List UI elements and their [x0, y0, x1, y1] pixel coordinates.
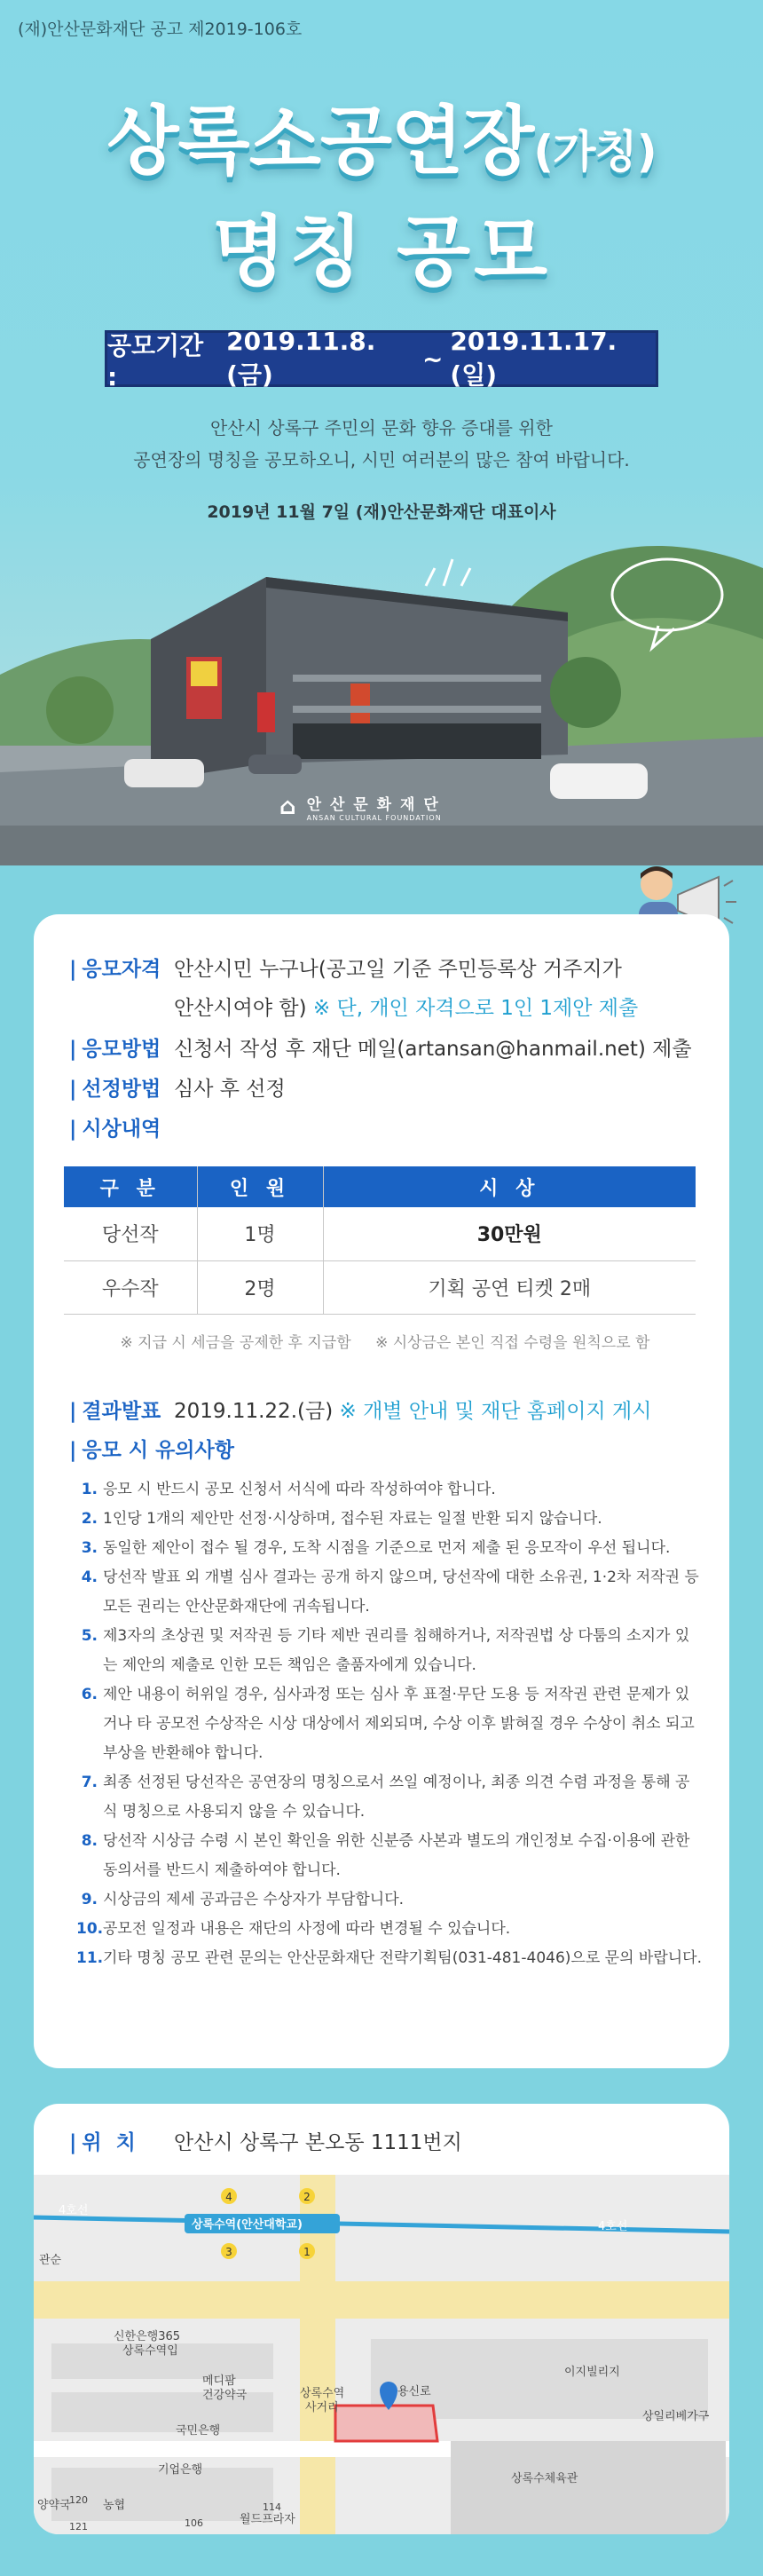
list-item: 제안 내용이 허위일 경우, 심사과정 또는 심사 후 표절·무단 도용 등 저작권 관련 문제가 있거나 타 공모전 수상작은 시상 대상에서 제외되며, 수상 이후 밝혀질 경우 수상이 취소 되고 부상을 반환해야 합니다. [103, 1686, 695, 1762]
page-title [0, 82, 763, 189]
list-item: 동일한 제안이 접수 될 경우, 도착 시점을 기준으로 먼저 제출 된 응모작이 우선 됩니다. [103, 1539, 671, 1557]
list-item: 당선작 발표 외 개별 심사 결과는 공개 하지 않으며, 당선작에 대한 소유권, 1·2차 저작권 등 모든 권리는 안산문화재단에 귀속됩니다. [103, 1569, 699, 1616]
map-exit-1: 1 [303, 2246, 311, 2258]
location-label: | 위 치 [69, 2123, 174, 2162]
period-separator: ~ [421, 344, 444, 374]
map-label: 114 [263, 2501, 281, 2513]
map-label: 상일리베가구 [642, 2410, 710, 2423]
caution-row [69, 1431, 234, 1470]
map-label: 106 [185, 2517, 203, 2529]
notice-number: (재)안산문화재단 공고 제2019-106호 [18, 20, 303, 39]
map-exit-3: 3 [225, 2246, 232, 2258]
map-label: 120 [69, 2494, 88, 2506]
main-info-card [34, 914, 729, 2068]
list-item: 제3자의 초상권 및 저작권 등 기타 제반 권리를 침해하거나, 저작권법 상 다툼의 소지가 있는 제안의 제출로 인한 모든 책임은 출품자에게 있습니다. [103, 1627, 690, 1674]
prize-cell: 2명 [197, 1260, 323, 1314]
map-label: 월드프라자 [240, 2513, 295, 2526]
map-label: 상록수역 [300, 2387, 345, 2400]
period-label: 공모기간 : [107, 330, 204, 391]
prize-cell: 30만원 [323, 1207, 696, 1260]
prize-cell: 우수작 [64, 1260, 197, 1314]
result-date: 2019.11.22.(금) [174, 1400, 334, 1423]
caution-label: | 응모 시 유의사항 [69, 1431, 234, 1470]
eligibility-row [69, 950, 638, 1028]
selection-row [69, 1070, 286, 1109]
prize-cell: 당선작 [64, 1207, 197, 1260]
list-item: 공모전 일정과 내용은 재단의 사정에 따라 변경될 수 있습니다. [103, 1920, 511, 1938]
method-label: | 응모방법 [69, 1030, 174, 1069]
map-label: 상록수역입 [122, 2344, 178, 2358]
result-note: ※ 개별 안내 및 재단 홈페이지 게시 [339, 1400, 652, 1423]
list-item: 기타 명칭 공모 관련 문의는 안산문화재단 전략기획팀(031-481-4046)으로 문의 바랍니다. [103, 1949, 702, 1967]
map-label: 양약국 [37, 2499, 71, 2512]
map-label: 농협 [103, 2499, 126, 2512]
list-item: 최종 선정된 당선작은 공연장의 명칭으로서 쓰일 예정이나, 최종 의견 수렴 과정을 통해 공식 명칭으로 사용되지 않을 수 있습니다. [103, 1774, 690, 1821]
dateline: 2019년 11월 7일 (재)안산문화재단 대표이사 [207, 502, 556, 522]
map-label: 4호선 [59, 2204, 89, 2217]
map-label: 상록수역(안산대학교) [192, 2218, 303, 2232]
period-end: 2019.11.17.(일) [450, 326, 617, 390]
list-item: 당선작 시상금 수령 시 본인 확인을 위한 신분증 사본과 별도의 개인정보 수집·이용에 관한 동의서를 반드시 제출하여야 합니다. [103, 1832, 690, 1879]
map-label: 용신로 [397, 2385, 431, 2398]
prize-table [64, 1166, 696, 1315]
intro-line-1: 안산시 상록구 주민의 문화 향유 증대를 위한 [210, 417, 553, 439]
title-main: 상록소공연장 [106, 98, 534, 185]
award-row [69, 1110, 174, 1149]
eligibility-label: | 응모자격 [69, 950, 174, 1028]
title-sub: (가칭) [533, 126, 657, 178]
map-label: 메디팜 [202, 2375, 236, 2388]
prize-header-category: 구 분 [64, 1166, 197, 1207]
location-map [34, 2175, 729, 2534]
table-note-2: ※ 시상금은 본인 직접 수령을 원칙으로 함 [375, 1334, 650, 1352]
map-label: 건강약국 [202, 2389, 248, 2402]
prize-header-award: 시 상 [323, 1166, 696, 1207]
period-start: 2019.11.8.(금) [226, 326, 376, 390]
intro-line-2: 공연장의 명칭을 공모하오니, 시민 여러분의 많은 참여 바랍니다. [133, 449, 630, 470]
prize-table-header [64, 1166, 696, 1207]
prize-header-count: 인 원 [197, 1166, 323, 1207]
map-label: 국민은행 [176, 2424, 221, 2438]
location-address: 안산시 상록구 본오동 1111번지 [174, 2131, 462, 2154]
prize-cell: 기획 공연 티켓 2매 [323, 1260, 696, 1314]
map-label: 이지빌리지 [564, 2366, 620, 2379]
foundation-logo-text: 안 산 문 화 재 단 [306, 796, 440, 814]
location-card [34, 2104, 729, 2534]
map-label: 관순 [39, 2254, 62, 2267]
list-item: 응모 시 반드시 공모 신청서 서식에 따라 작성하여야 합니다. [103, 1481, 496, 1498]
period-banner [105, 326, 658, 391]
foundation-logo-sub: ANSAN CULTURAL FOUNDATION [306, 814, 442, 822]
award-label: | 시상내역 [69, 1110, 174, 1149]
table-note-1: ※ 지급 시 세금을 공제한 후 지급함 [120, 1334, 351, 1352]
table-row [64, 1207, 696, 1260]
intro-text [0, 412, 763, 476]
location-row [69, 2123, 462, 2162]
method-value: 신청서 작성 후 재단 메일(artansan@hanmail.net) 제출 [174, 1038, 692, 1061]
selection-label: | 선정방법 [69, 1070, 174, 1109]
prize-cell: 1명 [197, 1207, 323, 1260]
table-notes [69, 1330, 701, 1352]
foundation-logo-icon: ⌂ [279, 794, 296, 820]
map-label: 기업은행 [158, 2463, 203, 2477]
eligibility-line-1: 안산시민 누구나(공고일 기준 주민등록상 거주지가 [174, 958, 622, 981]
map-exit-2: 2 [303, 2191, 311, 2203]
map-label: 상록수체육관 [511, 2472, 578, 2485]
foundation-logo [279, 792, 442, 822]
caution-list [82, 1475, 703, 1973]
map-label: 사거리 [305, 2401, 339, 2414]
page-title-line2: 명칭 공모 [211, 208, 552, 296]
eligibility-line-2: 안산시여야 함) [174, 997, 307, 1020]
hero-banner [0, 0, 763, 865]
selection-value: 심사 후 선정 [174, 1078, 286, 1101]
eligibility-note: ※ 단, 개인 자격으로 1인 1제안 제출 [312, 997, 639, 1020]
map-label: 121 [69, 2521, 88, 2533]
table-row [64, 1260, 696, 1314]
result-label: | 결과발표 [69, 1392, 174, 1431]
list-item: 1인당 1개의 제안만 선정·시상하며, 접수된 자료는 일절 반환 되지 않습니다. [103, 1510, 602, 1528]
result-row [69, 1392, 651, 1431]
map-label: 4호선 [598, 2220, 628, 2233]
map-exit-4: 4 [225, 2191, 232, 2203]
list-item: 시상금의 제세 공과금은 수상자가 부담합니다. [103, 1891, 405, 1908]
map-label: 신한은행365 [114, 2330, 181, 2343]
method-row [69, 1030, 692, 1069]
